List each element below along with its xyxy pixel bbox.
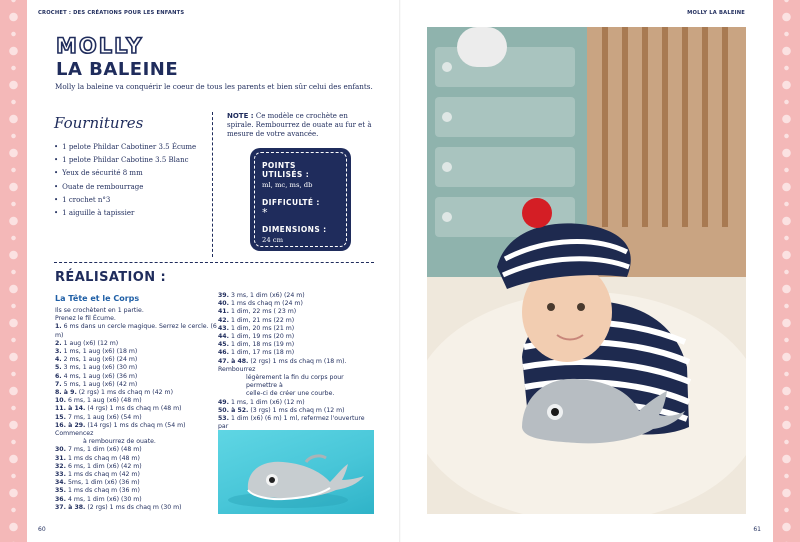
decorative-border-right <box>773 0 800 542</box>
instruction-row-text: 1 dim (x6) (6 m) 1 ml, refermez l'ouverture par <box>218 415 365 431</box>
instruction-row-text: (3 rgs) 1 ms ds chaq m (12 m) <box>250 406 345 414</box>
decorative-border-left <box>0 0 27 542</box>
instruction-row-number: 46. <box>218 349 229 357</box>
instruction-row <box>55 381 217 389</box>
instruction-row-text: 1 ms, 1 aug (x6) (18 m) <box>63 348 138 356</box>
instruction-row-number: 2. <box>55 339 62 347</box>
instruction-row-text: 1 ms ds chaq m (48 m) <box>67 454 140 462</box>
instruction-row <box>55 340 217 348</box>
instruction-row-number: 36. <box>55 495 66 503</box>
instruction-row-text: légèrement la fin du corps pour permettre à <box>246 374 344 390</box>
instruction-row-text: 5ms, 1 dim (x6) (36 m) <box>67 479 140 487</box>
instruction-row <box>55 463 217 471</box>
instruction-row <box>55 356 217 364</box>
instruction-row-number: 49. <box>218 398 229 406</box>
instruction-row <box>218 358 376 374</box>
instruction-row <box>55 373 217 381</box>
instruction-row-text: 7 ms, 1 dim (x6) (48 m) <box>67 446 142 454</box>
instruction-row <box>55 446 217 454</box>
dimensions-value: 24 cm <box>262 236 284 244</box>
instruction-row-number: 50. à 52. <box>218 406 249 414</box>
instruction-row <box>55 422 217 438</box>
instruction-row-text: 6 ms, 1 dim (x6) (42 m) <box>67 462 142 470</box>
instruction-row-number: 8. à 9. <box>55 389 77 397</box>
instruction-row-text: (14 rgs) 1 ms ds chaq m (54 m) Commencez <box>55 421 186 438</box>
baby-scene-illustration <box>427 27 746 514</box>
instruction-row <box>55 438 217 446</box>
section-title-tete-corps: La Tête et le Corps <box>55 294 140 303</box>
instruction-row-text: (2 rgs) 1 ms ds chaq m (18 m). Rembourrez <box>218 357 347 373</box>
instructions-column-2 <box>218 292 376 440</box>
instruction-row-text: 1 ms, 1 dim (x6) (12 m) <box>230 398 305 406</box>
instruction-row <box>55 364 217 372</box>
instruction-row <box>55 487 217 495</box>
instruction-row-number: 53. <box>218 415 229 423</box>
title-la-baleine: LA BALEINE <box>56 59 179 80</box>
instruction-row-number: 42. <box>218 316 229 324</box>
difficulty-label: DIFFICULTÉ : <box>262 198 320 207</box>
instruction-row-text: celle-ci de créer une courbe. <box>246 390 335 398</box>
title-molly: MOLLY <box>56 34 144 58</box>
instruction-row-number: 34. <box>55 479 66 487</box>
instruction-row-number: 47. à 48. <box>218 357 249 365</box>
instruction-row <box>55 405 217 413</box>
instruction-row <box>218 317 376 325</box>
note-label: NOTE : <box>227 112 254 120</box>
instruction-row-text: à rembourrez de ouate. <box>83 438 156 446</box>
whale-amigurumi-photo <box>218 430 374 514</box>
note-text: Ce modèle ce crochète en spirale. Rembourrez de ouate au fur et à mesure de votre avancée. <box>227 112 372 138</box>
instruction-row-number: 37. à 38. <box>55 503 86 511</box>
instruction-row-number: 6. <box>55 372 62 380</box>
realisation-heading: RÉALISATION : <box>55 270 167 285</box>
page-number-right: 61 <box>753 526 761 533</box>
instruction-row-text: 1 aug (x6) (12 m) <box>63 339 119 347</box>
instruction-row <box>55 414 217 422</box>
points-value: ml, mc, ms, db <box>262 181 313 189</box>
instruction-row-text: 5 ms, 1 aug (x6) (42 m) <box>63 380 138 388</box>
instruction-row-number: 31. <box>55 454 66 462</box>
instruction-rows-2 <box>218 292 376 440</box>
instruction-rows-1 <box>55 323 217 512</box>
instruction-row-text: 1 dim, 20 ms (21 m) <box>230 324 295 332</box>
instruction-row <box>55 496 217 504</box>
instruction-row-text: 3 ms, 1 aug (x6) (30 m) <box>63 364 138 372</box>
page-number-left: 60 <box>38 526 46 533</box>
running-header-right: MOLLY LA BALEINE <box>687 10 745 16</box>
whale-illustration <box>218 430 374 514</box>
instruction-row-number: 45. <box>218 341 229 349</box>
instruction-row <box>55 323 217 339</box>
instruction-row-text: 1 ms ds chaq m (24 m) <box>230 300 303 308</box>
page-gutter <box>399 0 401 542</box>
star-icon: * <box>262 206 268 219</box>
instruction-row-text: 4 ms, 1 dim (x6) (30 m) <box>67 495 142 503</box>
instruction-row <box>218 292 376 300</box>
instruction-row-text: 1 dim, 19 ms (20 m) <box>230 333 295 341</box>
instruction-intro: Prenez le fil Écume. <box>55 315 116 323</box>
instruction-row <box>218 407 376 415</box>
instruction-row <box>218 374 376 390</box>
instruction-row <box>218 308 376 316</box>
instruction-row-number: 7. <box>55 380 62 388</box>
instruction-row-text: 1 dim, 21 ms (22 m) <box>230 316 295 324</box>
instruction-row-number: 39. <box>218 292 229 299</box>
horizontal-dashed-divider <box>54 262 374 263</box>
instruction-row-number: 4. <box>55 356 62 364</box>
instruction-row-number: 32. <box>55 462 66 470</box>
instruction-row-text: 4 ms, 1 aug (x6) (36 m) <box>63 372 138 380</box>
fournitures-heading: Fournitures <box>54 114 144 132</box>
instruction-row-number: 16. à 29. <box>55 421 86 429</box>
instruction-row <box>218 415 376 431</box>
pattern-info-box-inner <box>254 152 347 247</box>
instruction-row-number: 10. <box>55 397 66 405</box>
instruction-row-number: 1. <box>55 323 62 331</box>
instruction-row <box>218 300 376 308</box>
supply-item: • Ouate de rembourrage <box>54 181 196 194</box>
instruction-row-text: 1 dim, 18 ms (19 m) <box>230 341 295 349</box>
instruction-row-text: 3 ms, 1 dim (x6) (24 m) <box>230 292 305 299</box>
instruction-row-number: 43. <box>218 324 229 332</box>
instruction-intro: Ils se crochètent en 1 partie. <box>55 307 144 314</box>
instruction-row-number: 30. <box>55 446 66 454</box>
supply-item: • 1 crochet n°3 <box>54 194 196 207</box>
instruction-row-text: 2 ms, 1 aug (x6) (24 m) <box>63 356 138 364</box>
instruction-row-number: 40. <box>218 300 229 308</box>
instruction-row-number: 35. <box>55 487 66 495</box>
points-label: POINTS UTILISÉS : <box>262 161 310 179</box>
instruction-row-number: 15. <box>55 413 66 421</box>
note-block <box>227 112 372 139</box>
instruction-row <box>55 504 217 512</box>
instruction-row-number: 11. à 14. <box>55 405 86 413</box>
instruction-row <box>218 390 376 398</box>
instruction-row <box>55 479 217 487</box>
instruction-row <box>218 333 376 341</box>
instruction-row-text: 1 dim, 17 ms (18 m) <box>230 349 295 357</box>
instruction-row-text: 1 ms ds chaq m (36 m) <box>67 487 140 495</box>
instruction-row-text: (2 rgs) 1 ms ds chaq m (30 m) <box>87 503 182 511</box>
instruction-row-text: 6 ms, 1 aug (x6) (48 m) <box>67 397 142 405</box>
instruction-row-text: (2 rgs) 1 ms ds chaq m (42 m) <box>78 389 173 397</box>
instruction-row <box>55 389 217 397</box>
intro-text: Molly la baleine va conquérir le coeur de tous les parents et bien sûr celui des enfants. <box>55 82 373 91</box>
instruction-row-number: 33. <box>55 471 66 479</box>
instruction-row <box>218 349 376 357</box>
instruction-row-text: 1 dim, 22 ms ( 23 m) <box>230 308 297 316</box>
instruction-row <box>55 455 217 463</box>
vertical-dashed-divider <box>212 112 213 257</box>
supply-item: • 1 aiguille à tapissier <box>54 207 196 220</box>
instruction-row-text: (4 rgs) 1 ms ds chaq m (48 m) <box>87 405 182 413</box>
supply-item: • 1 pelote Phildar Cabotiner 3.5 Écume <box>54 141 196 154</box>
instruction-row-number: 44. <box>218 333 229 341</box>
instructions-column-1 <box>55 307 217 512</box>
instruction-row-number: 3. <box>55 348 62 356</box>
instruction-row-text: 6 ms dans un cercle magique. Serrez le cercle. (6 m) <box>55 323 217 339</box>
supplies-list <box>54 141 196 220</box>
running-header-left: CROCHET : DES CRÉATIONS POUR LES ENFANTS <box>38 10 185 16</box>
baby-with-whale-photo <box>427 27 746 514</box>
pattern-info-box <box>250 148 351 251</box>
instruction-row <box>55 348 217 356</box>
supply-item: • Yeux de sécurité 8 mm <box>54 167 196 180</box>
instruction-row <box>218 325 376 333</box>
supply-item: • 1 pelote Phildar Cabotine 3.5 Blanc <box>54 154 196 167</box>
instruction-row-text: 7 ms, 1 aug (x6) (54 m) <box>67 413 142 421</box>
instruction-row-number: 41. <box>218 308 229 316</box>
dimensions-label: DIMENSIONS : <box>262 225 327 234</box>
instruction-row <box>218 341 376 349</box>
instruction-row-number: 5. <box>55 364 62 372</box>
instruction-row-text: 1 ms ds chaq m (42 m) <box>67 471 140 479</box>
instruction-row <box>55 471 217 479</box>
instruction-row <box>218 399 376 407</box>
